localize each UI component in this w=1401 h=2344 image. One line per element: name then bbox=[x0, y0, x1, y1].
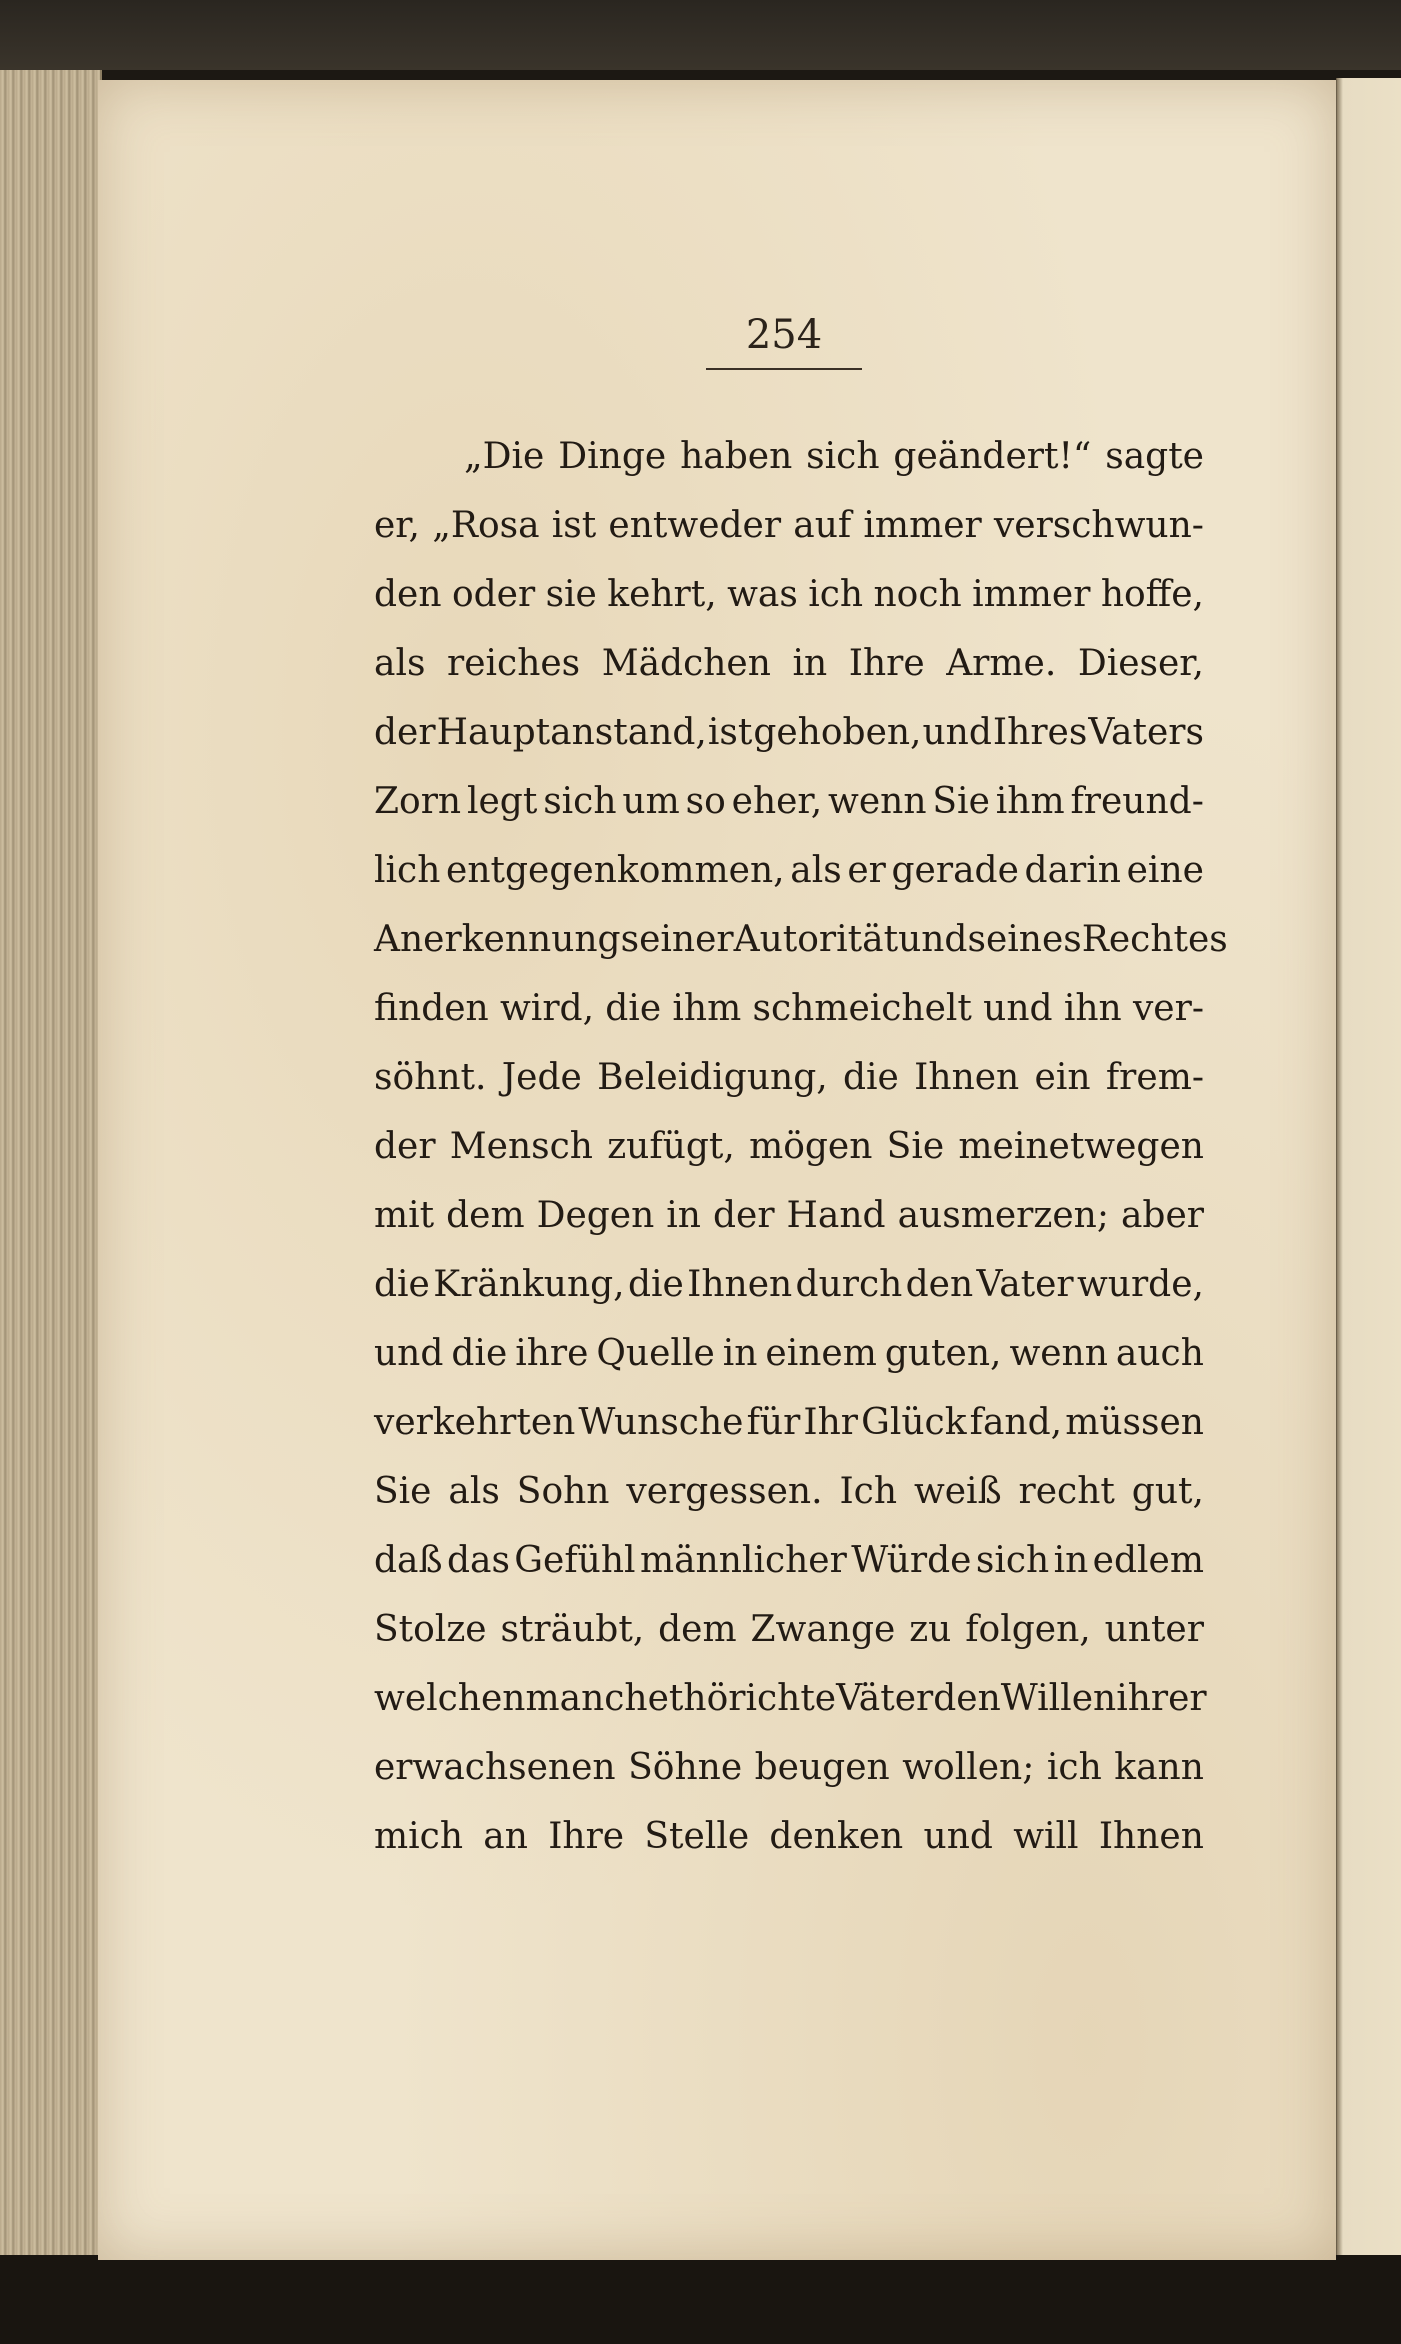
word: in bbox=[792, 643, 828, 684]
text-line bbox=[374, 1388, 1204, 1457]
word: auf bbox=[793, 505, 852, 546]
word: sich bbox=[975, 1540, 1050, 1581]
word: meinetwegen bbox=[958, 1126, 1204, 1167]
text-line bbox=[374, 1319, 1204, 1388]
word: folgen, bbox=[965, 1609, 1091, 1650]
word: sagte bbox=[1105, 436, 1204, 477]
page-edges bbox=[0, 70, 102, 2255]
word: kann bbox=[1114, 1747, 1204, 1788]
word: ist bbox=[707, 712, 753, 753]
text-line bbox=[374, 629, 1204, 698]
text-line bbox=[374, 1595, 1204, 1664]
word: erwachsenen bbox=[374, 1747, 616, 1788]
word: der bbox=[712, 1195, 775, 1236]
word: ich bbox=[1046, 1747, 1102, 1788]
word: Jede bbox=[501, 1057, 582, 1098]
word: ihn bbox=[1063, 988, 1122, 1029]
word: Hauptanstand, bbox=[436, 712, 707, 753]
word: auch bbox=[1115, 1333, 1204, 1374]
text-line bbox=[374, 1733, 1204, 1802]
page-number: 254 bbox=[745, 312, 823, 358]
word: haben bbox=[680, 436, 793, 477]
word: den bbox=[905, 1264, 974, 1305]
word: oder bbox=[451, 574, 536, 615]
word: legt bbox=[466, 781, 538, 822]
word: ihm bbox=[995, 781, 1065, 822]
word: Sie bbox=[374, 1471, 432, 1512]
word: eher, bbox=[731, 781, 823, 822]
word: und bbox=[983, 988, 1053, 1029]
word: Zwange bbox=[750, 1609, 896, 1650]
text-line bbox=[374, 698, 1204, 767]
word: durch bbox=[795, 1264, 903, 1305]
word: Ihnen bbox=[687, 1264, 793, 1305]
word: Vater bbox=[976, 1264, 1074, 1305]
text-line bbox=[374, 974, 1204, 1043]
word: ausmerzen; bbox=[897, 1195, 1109, 1236]
word: Degen bbox=[536, 1195, 655, 1236]
text-line bbox=[374, 1112, 1204, 1181]
word: und bbox=[898, 919, 968, 960]
word: die bbox=[374, 1264, 430, 1305]
text-line bbox=[374, 836, 1204, 905]
word: Ihnen bbox=[1098, 1816, 1204, 1857]
word: das bbox=[446, 1540, 510, 1581]
text-line bbox=[374, 560, 1204, 629]
word: männlicher bbox=[639, 1540, 847, 1581]
word: Stolze bbox=[374, 1609, 487, 1650]
word: gehoben, bbox=[753, 712, 922, 753]
word: Beleidigung, bbox=[597, 1057, 828, 1098]
text-line bbox=[374, 422, 1204, 491]
word: lich bbox=[374, 850, 441, 891]
word: wenn bbox=[828, 781, 927, 822]
word: verkehrten bbox=[374, 1402, 576, 1443]
word: den bbox=[933, 1678, 1001, 1719]
word: freund- bbox=[1070, 781, 1204, 822]
word: kehrt, bbox=[607, 574, 717, 615]
word: Söhne bbox=[628, 1747, 743, 1788]
word: als bbox=[790, 850, 842, 891]
text-line bbox=[374, 1664, 1207, 1733]
word: der bbox=[374, 1126, 436, 1167]
word: hoffe, bbox=[1100, 574, 1204, 615]
word: will bbox=[1013, 1816, 1079, 1857]
word: Stelle bbox=[644, 1816, 750, 1857]
word: ver- bbox=[1132, 988, 1204, 1029]
text-line bbox=[374, 1457, 1204, 1526]
word: ich bbox=[808, 574, 864, 615]
word: wenn bbox=[1009, 1333, 1108, 1374]
word: „Rosa bbox=[432, 505, 540, 546]
word: Mensch bbox=[449, 1126, 593, 1167]
word: noch bbox=[873, 574, 962, 615]
word: entgegenkommen, bbox=[446, 850, 785, 891]
word: gut, bbox=[1131, 1471, 1204, 1512]
text-line bbox=[374, 1802, 1204, 1871]
word: Ihres bbox=[992, 712, 1088, 753]
word: manche bbox=[525, 1678, 669, 1719]
word: Vaters bbox=[1088, 712, 1204, 753]
word: was bbox=[727, 574, 798, 615]
text-line bbox=[374, 491, 1204, 560]
word: ihrer bbox=[1116, 1678, 1207, 1719]
word: als bbox=[374, 643, 426, 684]
word: Ihre bbox=[848, 643, 925, 684]
word: vergessen. bbox=[626, 1471, 823, 1512]
word: dem bbox=[658, 1609, 737, 1650]
word: Kränkung, bbox=[433, 1264, 625, 1305]
word: guten, bbox=[884, 1333, 1002, 1374]
text-line bbox=[374, 1181, 1204, 1250]
word: sträubt, bbox=[500, 1609, 645, 1650]
word: Dinge bbox=[558, 436, 667, 477]
word: darin bbox=[1024, 850, 1121, 891]
word: Dieser, bbox=[1077, 643, 1204, 684]
word: eine bbox=[1126, 850, 1204, 891]
word: zufügt, bbox=[607, 1126, 735, 1167]
word: er, bbox=[374, 505, 421, 546]
word: finden bbox=[374, 988, 489, 1029]
word: recht bbox=[1018, 1471, 1115, 1512]
word: die bbox=[627, 1264, 684, 1305]
word: Würde bbox=[851, 1540, 972, 1581]
word: Ihnen bbox=[914, 1057, 1020, 1098]
word: die bbox=[605, 988, 662, 1029]
word: reiches bbox=[447, 643, 581, 684]
word: denken bbox=[769, 1816, 904, 1857]
word: Arme. bbox=[946, 643, 1057, 684]
word: in bbox=[666, 1195, 701, 1236]
text-line bbox=[374, 767, 1204, 836]
word: Willen bbox=[1000, 1678, 1117, 1719]
word: und bbox=[374, 1333, 444, 1374]
word: wurde, bbox=[1076, 1264, 1204, 1305]
word: die bbox=[842, 1057, 899, 1098]
book-cover-top bbox=[0, 0, 1401, 70]
word: die bbox=[451, 1333, 508, 1374]
word: seines bbox=[967, 919, 1082, 960]
word: Ihr bbox=[803, 1402, 858, 1443]
word: Autorität bbox=[733, 919, 899, 960]
word: sich bbox=[806, 436, 880, 477]
word: schmeichelt bbox=[752, 988, 972, 1029]
word: frem- bbox=[1105, 1057, 1204, 1098]
word: Ihre bbox=[548, 1816, 625, 1857]
word: Glück bbox=[861, 1402, 967, 1443]
word: seiner bbox=[620, 919, 734, 960]
word: aber bbox=[1120, 1195, 1204, 1236]
word: Sohn bbox=[516, 1471, 610, 1512]
word: Ich bbox=[839, 1471, 898, 1512]
word: immer bbox=[972, 574, 1091, 615]
word: fand, bbox=[969, 1402, 1063, 1443]
page-number-rule bbox=[706, 368, 862, 370]
word: mit bbox=[374, 1195, 435, 1236]
word: unter bbox=[1104, 1609, 1204, 1650]
word: er bbox=[847, 850, 886, 891]
word: den bbox=[374, 574, 442, 615]
text-line bbox=[374, 1043, 1204, 1112]
word: Rechtes bbox=[1081, 919, 1228, 960]
word: in bbox=[722, 1333, 758, 1374]
word: daß bbox=[374, 1540, 443, 1581]
word: söhnt. bbox=[374, 1057, 487, 1098]
word: Gefühl bbox=[514, 1540, 636, 1581]
word: und bbox=[923, 1816, 993, 1857]
word: Sie bbox=[932, 781, 990, 822]
word: dem bbox=[446, 1195, 525, 1236]
word: Hand bbox=[786, 1195, 886, 1236]
word: Quelle bbox=[596, 1333, 715, 1374]
word: als bbox=[448, 1471, 500, 1512]
word: wollen; bbox=[902, 1747, 1035, 1788]
word: geändert!“ bbox=[893, 436, 1092, 477]
word: sich bbox=[543, 781, 617, 822]
word: mögen bbox=[749, 1126, 873, 1167]
word: an bbox=[483, 1816, 528, 1857]
text-line bbox=[374, 1526, 1204, 1595]
word: ein bbox=[1034, 1057, 1091, 1098]
word: zu bbox=[909, 1609, 952, 1650]
facing-page-edge bbox=[1336, 78, 1401, 2268]
word: Zorn bbox=[374, 781, 462, 822]
word: um bbox=[622, 781, 680, 822]
word: Mädchen bbox=[601, 643, 771, 684]
word: gerade bbox=[891, 850, 1019, 891]
word: müssen bbox=[1065, 1402, 1204, 1443]
word: ist bbox=[551, 505, 597, 546]
word: Wunsche bbox=[578, 1402, 744, 1443]
word: edlem bbox=[1092, 1540, 1204, 1581]
word: welchen bbox=[374, 1678, 526, 1719]
word: beugen bbox=[754, 1747, 890, 1788]
book-cover-bottom bbox=[0, 2255, 1401, 2344]
word: immer bbox=[863, 505, 982, 546]
text-line bbox=[374, 905, 1228, 974]
word: thörichte bbox=[668, 1678, 837, 1719]
word: einem bbox=[765, 1333, 877, 1374]
word: in bbox=[1053, 1540, 1089, 1581]
body-text bbox=[374, 422, 1228, 1871]
word: Anerkennung bbox=[374, 919, 621, 960]
word: ihre bbox=[515, 1333, 589, 1374]
word: „Die bbox=[464, 436, 545, 477]
word: weiß bbox=[913, 1471, 1002, 1512]
word: wird, bbox=[499, 988, 595, 1029]
word: ihm bbox=[672, 988, 742, 1029]
word: mich bbox=[374, 1816, 463, 1857]
word: für bbox=[746, 1402, 801, 1443]
word: verschwun- bbox=[993, 505, 1204, 546]
word: der bbox=[374, 712, 436, 753]
word: Sie bbox=[886, 1126, 945, 1167]
word: Väter bbox=[836, 1678, 934, 1719]
text-line bbox=[374, 1250, 1204, 1319]
word: entweder bbox=[608, 505, 782, 546]
word: sie bbox=[545, 574, 597, 615]
word: und bbox=[922, 712, 992, 753]
word: so bbox=[685, 781, 726, 822]
